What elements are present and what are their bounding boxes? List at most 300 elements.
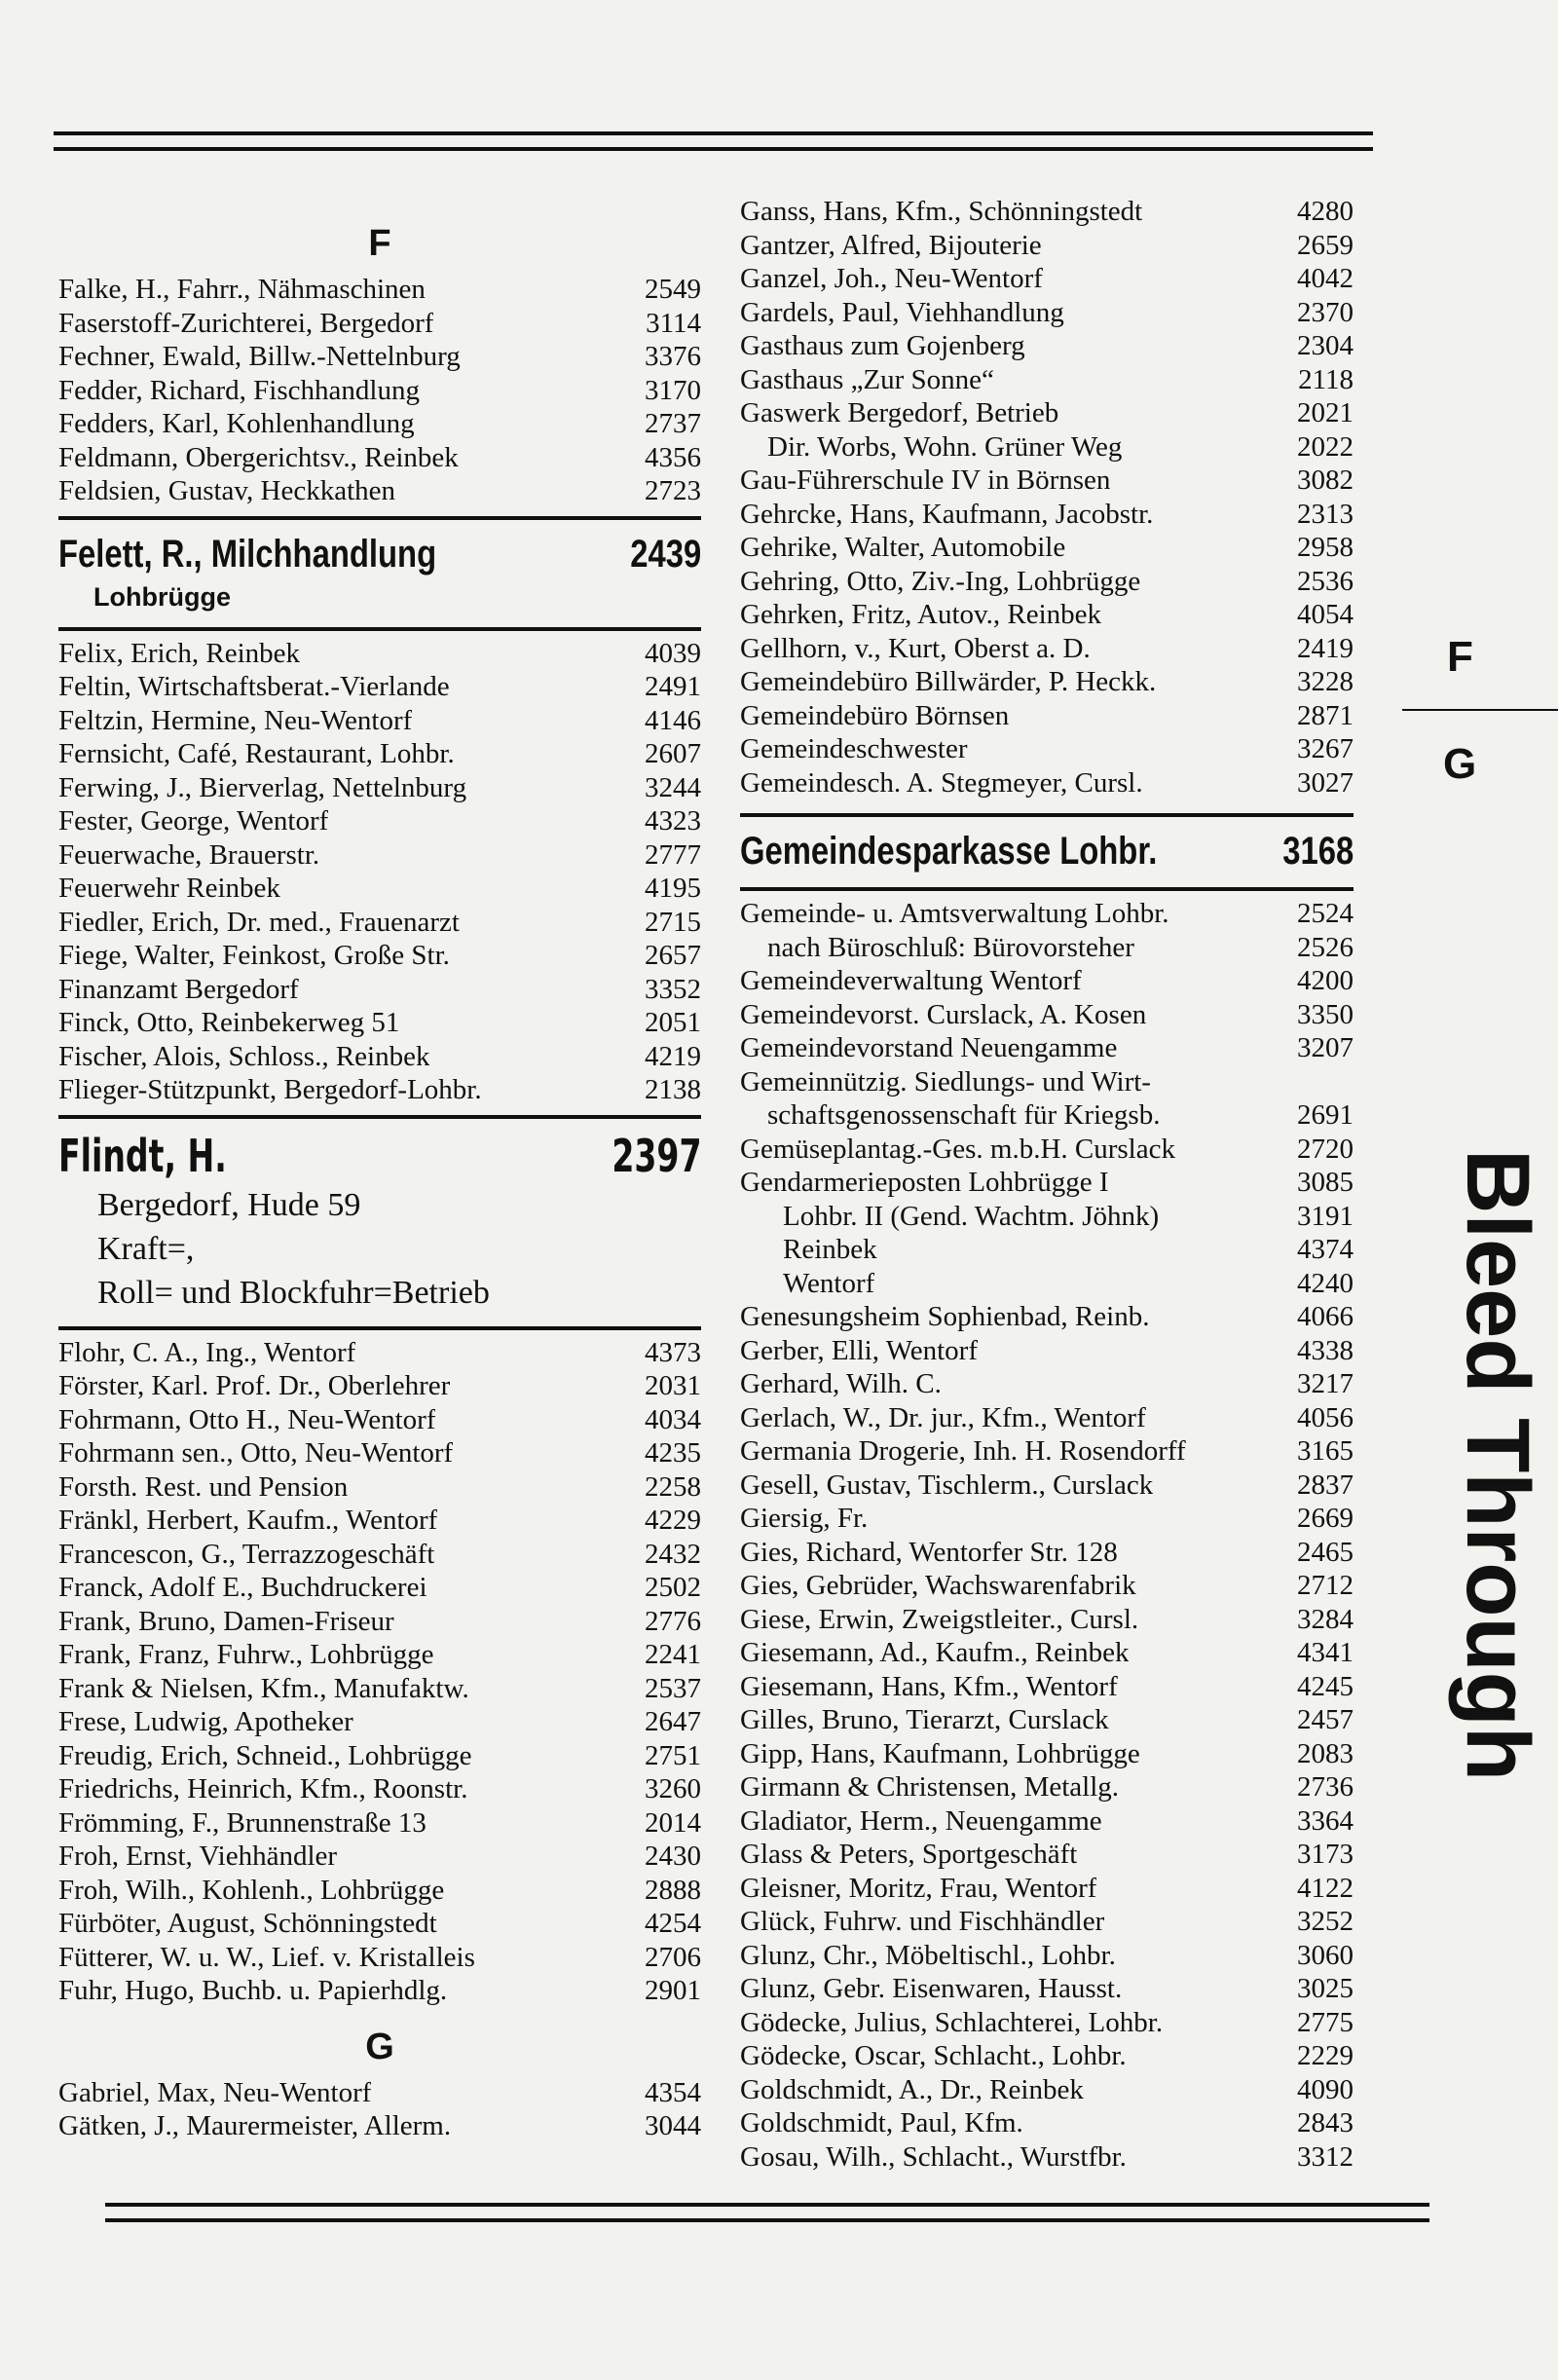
list-item (58, 973, 701, 1007)
entry-number: 3284 (1297, 1603, 1354, 1635)
entry-number: 2712 (1297, 1570, 1354, 1601)
entry-number: 4254 (645, 1908, 701, 1939)
entry-name: Gilles, Bruno, Tierarzt, Curslack (740, 1704, 1109, 1735)
list-item (58, 1538, 701, 1572)
list-item (58, 1336, 701, 1370)
list-item (740, 1670, 1354, 1704)
divider (58, 627, 701, 631)
entry-name: Franck, Adolf E., Buchdruckerei (58, 1572, 427, 1603)
entry-number: 3114 (646, 307, 701, 339)
entry-number: 4039 (645, 637, 701, 669)
entry-name: Finck, Otto, Reinbekerweg 51 (58, 1007, 400, 1038)
entry-name: Glück, Fuhrw. und Fischhändler (740, 1906, 1105, 1937)
entry-number: 2118 (1298, 363, 1354, 395)
entry-name: Fürböter, August, Schönningstedt (58, 1908, 437, 1939)
list-item (58, 1571, 701, 1605)
entry-name: Gaswerk Bergedorf, Betrieb (740, 397, 1059, 428)
entry-number: 2229 (1297, 2040, 1354, 2071)
divider (58, 1115, 701, 1119)
entry-name: Forsth. Rest. und Pension (58, 1470, 349, 1503)
entry-number: 2526 (1297, 931, 1354, 963)
entry-number: 4356 (645, 441, 701, 473)
entry-name: Gasthaus „Zur Sonne“ (740, 363, 994, 395)
entry-name: Friedrichs, Heinrich, Kfm., Roonstr. (58, 1773, 468, 1804)
entry-number: 3060 (1297, 1939, 1354, 1971)
entry-number: 2659 (1297, 229, 1354, 261)
entry-name: Fester, George, Wentorf (58, 805, 329, 837)
list-item (58, 1369, 701, 1403)
entry-name: Ferwing, J., Bierverlag, Nettelnburg (58, 771, 467, 803)
entry-name: Gerhard, Wilh. C. (740, 1368, 942, 1399)
entry-number: 2430 (645, 1841, 701, 1872)
entry-number: 3025 (1297, 1973, 1354, 2004)
entry-group-g3 (740, 897, 1354, 2174)
thumb-tab-f: F (1447, 633, 1473, 681)
entry-number: 2313 (1297, 498, 1354, 530)
entry-name: Gemeindevorstand Neuengamme (740, 1032, 1118, 1063)
list-item (740, 998, 1354, 1032)
list-item (740, 262, 1354, 296)
entry-name: Fischer, Alois, Schloss., Reinbek (58, 1040, 430, 1072)
entry-name: Glunz, Chr., Möbeltischl., Lohbr. (740, 1939, 1116, 1971)
list-item (740, 2073, 1354, 2107)
list-item (740, 1872, 1354, 1906)
entry-number: 4280 (1297, 196, 1354, 227)
entry-number: 3170 (645, 374, 701, 406)
list-item (740, 2106, 1354, 2140)
list-item (740, 2039, 1354, 2073)
entry-name: Ganss, Hans, Kfm., Schönningstedt (740, 196, 1143, 227)
list-item (740, 531, 1354, 565)
list-item (58, 2109, 701, 2143)
entry-name: Fränkl, Herbert, Kaufm., Wentorf (58, 1505, 438, 1536)
entry-number: 2691 (1297, 1099, 1354, 1131)
entry-group-g2 (740, 195, 1354, 800)
entry-number: 2491 (645, 671, 701, 702)
entry-name: Gerber, Elli, Wentorf (740, 1334, 978, 1366)
entry-name: Finanzamt Bergedorf (58, 973, 299, 1005)
entry-number: 4354 (645, 2076, 701, 2108)
list-item (740, 329, 1354, 363)
entry-number: 4034 (645, 1403, 701, 1435)
entry-number: 4338 (1297, 1334, 1354, 1366)
list-item (740, 195, 1354, 229)
list-item (58, 872, 701, 906)
list-item (58, 1772, 701, 1806)
entry-name: Lohbr. II (Gend. Wachtm. Jöhnk) (783, 1200, 1160, 1232)
entry-number: 2837 (1297, 1469, 1354, 1501)
entry-name: Gemüseplantag.-Ges. m.b.H. Curslack (740, 1133, 1175, 1165)
entry-number: 2536 (1297, 565, 1354, 597)
entry-number: 3244 (645, 771, 701, 803)
entry-number: 4195 (645, 873, 701, 904)
ad-felett (58, 526, 701, 619)
list-item (740, 1200, 1354, 1234)
entry-name: Gehrike, Walter, Automobile (740, 532, 1066, 563)
entry-name: Feuerwache, Brauerstr. (58, 838, 320, 871)
ad-flindt-line2: Kraft=, (97, 1230, 195, 1267)
list-item (58, 1705, 701, 1739)
list-item (58, 307, 701, 341)
list-item (58, 374, 701, 408)
entry-name: Wentorf (783, 1267, 875, 1299)
entry-name: Förster, Karl. Prof. Dr., Oberlehrer (58, 1370, 451, 1401)
entry-number: 3165 (1297, 1435, 1354, 1467)
list-item (58, 1672, 701, 1706)
section-heading-g: G (365, 2026, 394, 2067)
list-item (740, 1098, 1354, 1133)
entry-name: Fiedler, Erich, Dr. med., Frauenarzt (58, 906, 460, 938)
list-item (740, 1804, 1354, 1839)
entry-number: 4200 (1297, 965, 1354, 996)
entry-name: Feltin, Wirtschaftsberat.-Vierlande (58, 671, 450, 702)
entry-name: Frank & Nielsen, Kfm., Manufaktw. (58, 1672, 469, 1704)
ad-flindt-name: Flindt, H. (58, 1129, 227, 1182)
list-item (58, 670, 701, 704)
entry-number: 2014 (645, 1806, 701, 1839)
entry-name: Flohr, C. A., Ing., Wentorf (58, 1336, 356, 1368)
ad-sparkasse-headline (740, 827, 1354, 875)
entry-name: Gemeindeschwester (740, 733, 968, 764)
list-item (58, 340, 701, 374)
bottom-double-rule (105, 2203, 1429, 2222)
entry-name: Felix, Erich, Reinbek (58, 637, 301, 669)
list-item (740, 1334, 1354, 1368)
list-item (740, 1603, 1354, 1637)
list-item (58, 1605, 701, 1639)
entry-name: Flieger-Stützpunkt, Bergedorf-Lohbr. (58, 1074, 482, 1105)
list-item (740, 1401, 1354, 1435)
list-item (740, 1770, 1354, 1804)
entry-number: 2958 (1297, 532, 1354, 563)
list-item (740, 296, 1354, 330)
list-item (740, 732, 1354, 766)
divider (58, 516, 701, 520)
entry-name: Fedder, Richard, Fischhandlung (58, 374, 420, 406)
entry-name: Dir. Worbs, Wohn. Grüner Weg (767, 430, 1123, 463)
list-item (740, 931, 1354, 965)
entry-name: Gleisner, Moritz, Frau, Wentorf (740, 1872, 1097, 1904)
entry-name: Frank, Franz, Fuhrw., Lohbrügge (58, 1639, 434, 1670)
list-item (58, 1806, 701, 1841)
entry-name: Gödecke, Oscar, Schlacht., Lohbr. (740, 2040, 1127, 2071)
ad-sparkasse-name: Gemeindesparkasse Lohbr. (740, 830, 1158, 873)
entry-name: Gardels, Paul, Viehhandlung (740, 296, 1064, 328)
entry-name: Giese, Erwin, Zweigstleiter., Cursl. (740, 1603, 1139, 1635)
entry-number: 2524 (1297, 898, 1354, 929)
entry-number: 3228 (1297, 666, 1354, 697)
thumb-tab-g: G (1443, 740, 1477, 788)
entry-number: 4374 (1297, 1234, 1354, 1265)
entry-number: 3207 (1297, 1032, 1354, 1063)
entry-number: 2723 (645, 475, 701, 506)
list-item (58, 906, 701, 940)
entry-name: Freudig, Erich, Schneid., Lohbrügge (58, 1739, 472, 1771)
entry-number: 3260 (645, 1773, 701, 1804)
top-double-rule (54, 131, 1373, 151)
list-item (740, 1502, 1354, 1536)
list-item (740, 766, 1354, 800)
list-item (740, 1469, 1354, 1503)
list-item (58, 1470, 701, 1505)
ad-felett-name: Felett, R., Milchhandlung (58, 532, 437, 576)
entry-number: 2715 (645, 906, 701, 938)
ad-sparkasse-number: 3168 (1282, 830, 1354, 873)
entry-number: 3027 (1297, 766, 1354, 799)
entry-number: 3085 (1297, 1167, 1354, 1198)
entry-group-f1 (58, 273, 701, 508)
entry-number: 2736 (1297, 1771, 1354, 1803)
ad-sparkasse (740, 823, 1354, 879)
entry-name: Gätken, J., Maurermeister, Allerm. (58, 2110, 452, 2141)
list-item (740, 964, 1354, 998)
entry-name: Froh, Ernst, Viehhändler (58, 1841, 338, 1872)
list-item (740, 1166, 1354, 1200)
entry-number: 2607 (645, 738, 701, 769)
list-item (740, 430, 1354, 465)
entry-number: 3173 (1297, 1839, 1354, 1870)
ad-felett-number: 2439 (630, 532, 702, 576)
entry-number: 2304 (1297, 330, 1354, 361)
list-item (58, 1436, 701, 1470)
entry-number: 2549 (645, 274, 701, 305)
list-item (740, 897, 1354, 931)
entry-name: Faserstoff-Zurichterei, Bergedorf (58, 307, 434, 339)
entry-name: Fütterer, W. u. W., Lief. v. Kristalleis (58, 1941, 475, 1973)
list-item (740, 699, 1354, 733)
entry-number: 2669 (1297, 1503, 1354, 1534)
entry-number: 4245 (1297, 1670, 1354, 1702)
entry-name: Giesemann, Hans, Kfm., Wentorf (740, 1670, 1118, 1702)
list-item (740, 1838, 1354, 1872)
entry-name: Glass & Peters, Sportgeschäft (740, 1839, 1078, 1870)
list-item (58, 1040, 701, 1074)
entry-name: Gellhorn, v., Kurt, Oberst a. D. (740, 632, 1091, 664)
entry-name: Gendarmerieposten Lohbrügge I (740, 1167, 1109, 1198)
entry-name: Fohrmann, Otto H., Neu-Wentorf (58, 1403, 436, 1435)
list-item (740, 1972, 1354, 2006)
list-item (740, 1569, 1354, 1603)
entry-name: Girmann & Christensen, Metallg. (740, 1771, 1120, 1803)
entry-name: Gemeindeverwaltung Wentorf (740, 965, 1082, 996)
list-item (58, 704, 701, 738)
entry-number: 4054 (1297, 599, 1354, 630)
thumb-tab-divider (1402, 709, 1558, 711)
section-heading-f: F (368, 223, 391, 264)
entry-number: 3364 (1297, 1804, 1354, 1837)
entry-number: 4090 (1297, 2073, 1354, 2105)
entry-number: 2021 (1297, 397, 1354, 428)
entry-number: 4373 (645, 1336, 701, 1368)
list-item (58, 1907, 701, 1941)
entry-number: 4323 (645, 805, 701, 837)
entry-number: 2457 (1297, 1704, 1354, 1735)
divider (740, 813, 1354, 817)
entry-number: 2465 (1297, 1536, 1354, 1568)
entry-name: Gies, Richard, Wentorfer Str. 128 (740, 1536, 1118, 1568)
list-item (58, 939, 701, 973)
list-item (58, 441, 701, 475)
entry-number: 3044 (645, 2110, 701, 2141)
entry-name: Gasthaus zum Gojenberg (740, 330, 1025, 361)
entry-number: 2051 (645, 1007, 701, 1038)
entry-name: Fiege, Walter, Feinkost, Große Str. (58, 940, 450, 971)
ad-flindt-headline (58, 1129, 702, 1183)
entry-name: Goldschmidt, A., Dr., Reinbek (740, 2073, 1084, 2105)
entry-number: 4341 (1297, 1637, 1354, 1668)
entry-name: schaftsgenossenschaft für Kriegsb. (767, 1099, 1161, 1131)
ad-felett-location: Lohbrügge (93, 581, 231, 612)
entry-number: 3217 (1297, 1368, 1354, 1399)
list-item (58, 1941, 701, 1975)
bleed-through-text: Bleed Through (1448, 1149, 1547, 1782)
entry-name: Gladiator, Herm., Neuengamme (740, 1804, 1102, 1837)
entry-name: Fernsicht, Café, Restaurant, Lohbr. (58, 738, 455, 769)
list-item (740, 1267, 1354, 1301)
entry-name: Feuerwehr Reinbek (58, 873, 280, 904)
entry-number: 2888 (645, 1874, 701, 1906)
list-item (740, 363, 1354, 397)
entry-number: 3267 (1297, 733, 1354, 764)
entry-name: Frese, Ludwig, Apotheker (58, 1706, 353, 1737)
entry-number: 3376 (645, 341, 701, 372)
ad-felett-headline (58, 530, 701, 578)
ad-flindt-address: Bergedorf, Hude 59 (97, 1186, 361, 1223)
entry-name: Gemeindebüro Billwärder, P. Heckk. (740, 666, 1157, 697)
entry-number: 2737 (645, 408, 701, 439)
divider (740, 887, 1354, 891)
entry-name: Fuhr, Hugo, Buchb. u. Papierhdlg. (58, 1975, 448, 2006)
entry-name: Fedders, Karl, Kohlenhandlung (58, 408, 415, 439)
ad-flindt (58, 1125, 701, 1319)
list-item (58, 1006, 701, 1040)
list-item (740, 1133, 1354, 1167)
entry-name: Glunz, Gebr. Eisenwaren, Hausst. (740, 1973, 1123, 2004)
list-item (740, 1737, 1354, 1771)
entry-name: Gerlach, W., Dr. jur., Kfm., Wentorf (740, 1401, 1146, 1433)
entry-number: 3252 (1297, 1906, 1354, 1937)
entry-name: Gemeinnützig. Siedlungs- und Wirt- (740, 1065, 1151, 1097)
entry-number: 2657 (645, 940, 701, 971)
entry-number: 4056 (1297, 1401, 1354, 1433)
entry-name: Feldmann, Obergerichtsv., Reinbek (58, 441, 459, 473)
list-item (58, 2076, 701, 2110)
entry-number: 2370 (1297, 296, 1354, 328)
list-item (58, 1403, 701, 1437)
list-item (58, 1840, 701, 1874)
entry-name: Gemeindebüro Börnsen (740, 699, 1010, 731)
list-item (58, 474, 701, 508)
right-column (740, 195, 1354, 2174)
list-item (740, 2006, 1354, 2040)
entry-number: 2777 (645, 838, 701, 871)
list-item (58, 737, 701, 771)
entry-number: 3191 (1297, 1200, 1354, 1232)
list-item (58, 771, 701, 805)
entry-name: Frömming, F., Brunnenstraße 13 (58, 1806, 427, 1839)
entry-name: Gantzer, Alfred, Bijouterie (740, 229, 1042, 261)
entry-number: 2751 (645, 1739, 701, 1771)
entry-name: Goldschmidt, Paul, Kfm. (740, 2107, 1023, 2138)
left-column (58, 214, 701, 2143)
entry-name: Gödecke, Julius, Schlachterei, Lohbr. (740, 2006, 1164, 2038)
entry-number: 3350 (1297, 998, 1354, 1030)
entry-number: 2775 (1297, 2006, 1354, 2038)
entry-number: 4229 (645, 1505, 701, 1536)
list-item (58, 1638, 701, 1672)
entry-name: Gehrcke, Hans, Kaufmann, Jacobstr. (740, 498, 1154, 530)
entry-name: Gemeindevorst. Curslack, A. Kosen (740, 998, 1147, 1030)
entry-number: 2022 (1297, 430, 1354, 463)
entry-name: Gehring, Otto, Ziv.-Ing, Lohbrügge (740, 565, 1141, 597)
entry-name: Gemeinde- u. Amtsverwaltung Lohbr. (740, 898, 1169, 929)
entry-number: 2871 (1297, 699, 1354, 731)
list-item (740, 1939, 1354, 1973)
entry-name: Froh, Wilh., Kohlenh., Lohbrügge (58, 1874, 445, 1906)
entry-number: 4146 (645, 704, 701, 736)
list-item (58, 838, 701, 873)
list-item (740, 396, 1354, 430)
entry-number: 4219 (645, 1040, 701, 1072)
entry-number: 3352 (645, 973, 701, 1005)
list-item (58, 804, 701, 838)
entry-number: 2138 (645, 1074, 701, 1105)
list-item (58, 1504, 701, 1538)
list-item (58, 1874, 701, 1908)
list-item (740, 1434, 1354, 1469)
list-item (740, 1703, 1354, 1737)
entry-number: 2720 (1297, 1133, 1354, 1165)
entry-number: 2031 (645, 1370, 701, 1401)
divider (58, 1326, 701, 1330)
entry-number: 2776 (645, 1605, 701, 1637)
entry-name: Fohrmann sen., Otto, Neu-Wentorf (58, 1437, 454, 1469)
entry-name: Falke, H., Fahrr., Nähmaschinen (58, 274, 426, 305)
list-item (740, 665, 1354, 699)
list-item (740, 2140, 1354, 2175)
entry-number: 2432 (645, 1538, 701, 1570)
entry-number: 4240 (1297, 1267, 1354, 1299)
list-item (740, 1065, 1354, 1099)
entry-number: 4066 (1297, 1301, 1354, 1332)
entry-name: Gehrken, Fritz, Autov., Reinbek (740, 599, 1102, 630)
entry-number: 4235 (645, 1437, 701, 1469)
list-item (58, 1739, 701, 1773)
list-item (740, 1031, 1354, 1065)
entry-name: Germania Drogerie, Inh. H. Rosendorff (740, 1435, 1186, 1467)
list-item (58, 273, 701, 307)
list-item (58, 407, 701, 441)
entry-number: 2706 (645, 1941, 701, 1973)
entry-name: Gipp, Hans, Kaufmann, Lohbrügge (740, 1737, 1140, 1769)
list-item (740, 229, 1354, 263)
entry-number: 2537 (645, 1672, 701, 1704)
list-item (740, 1905, 1354, 1939)
entry-number: 2083 (1297, 1737, 1354, 1769)
entry-name: Gemeindesch. A. Stegmeyer, Cursl. (740, 766, 1143, 799)
entry-name: nach Büroschluß: Bürovorsteher (767, 931, 1134, 963)
list-item (740, 598, 1354, 632)
entry-name: Ganzel, Joh., Neu-Wentorf (740, 263, 1043, 294)
list-item (740, 1233, 1354, 1267)
entry-name: Frank, Bruno, Damen-Friseur (58, 1605, 394, 1637)
entry-name: Giersig, Fr. (740, 1503, 869, 1534)
entry-number: 2901 (645, 1975, 701, 2006)
entry-number: 2419 (1297, 632, 1354, 664)
entry-number: 2241 (645, 1639, 701, 1670)
entry-name: Feltzin, Hermine, Neu-Wentorf (58, 704, 413, 736)
list-item (740, 1536, 1354, 1570)
